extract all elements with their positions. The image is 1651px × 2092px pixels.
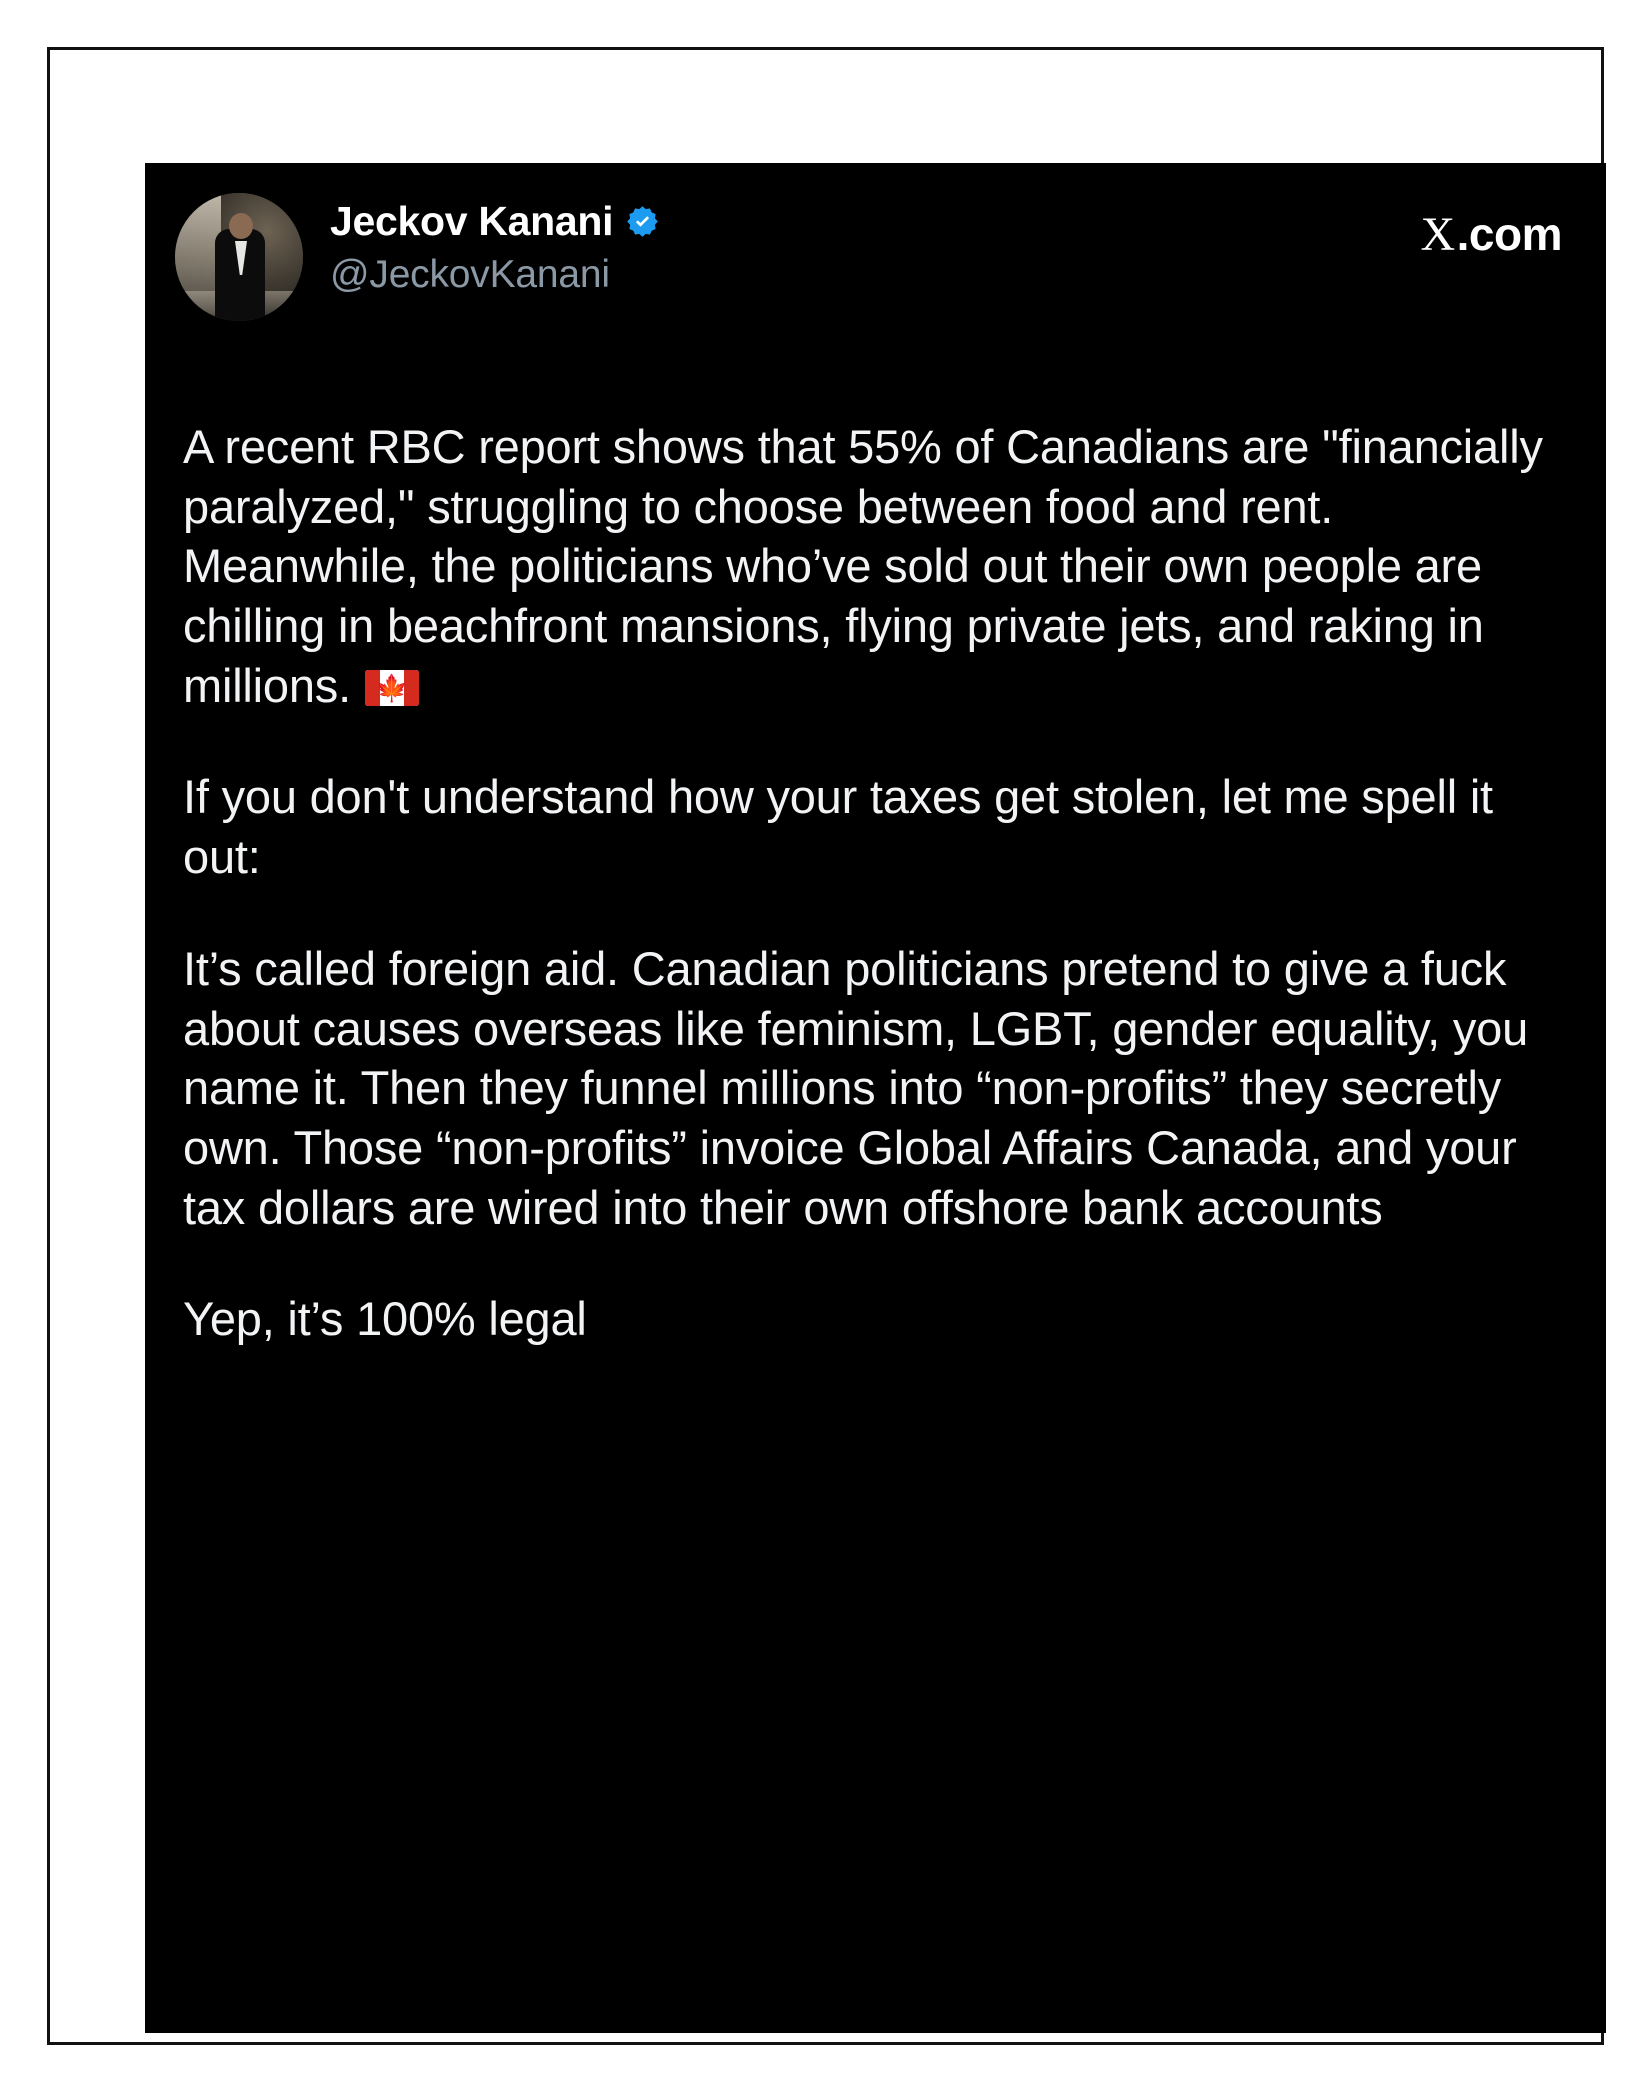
author-display-name[interactable]: Jeckov Kanani — [330, 198, 614, 244]
tweet-paragraph-1 — [183, 417, 1562, 715]
image-frame — [47, 47, 1604, 2045]
tweet-paragraph-4: Yep, it’s 100% legal — [183, 1292, 587, 1346]
avatar[interactable] — [175, 193, 303, 321]
tweet-paragraph-2: If you don't understand how your taxes get stolen, let me spell it out: — [183, 770, 1493, 884]
display-name-row — [330, 199, 660, 244]
tweet-card[interactable] — [145, 163, 1606, 2033]
tweet-header — [145, 163, 1606, 373]
tweet-text — [145, 373, 1606, 1349]
tweet-paragraph-3: It’s called foreign aid. Canadian politicians pretend to give a fuck about causes overseas like feminism, LGBT, gender equality, you name it. Then they funnel millions into “non-profits” they secretly own. Those “non-profits” invoice Global Affairs Canada, and your tax dollars are wired into their own offshore bank accounts — [183, 941, 1529, 1234]
x-com-watermark — [1420, 207, 1562, 261]
x-logo-icon: X — [1420, 208, 1455, 261]
avatar-person-head — [229, 213, 253, 239]
tweet-paragraph-1-text: A recent RBC report shows that 55% of Canadians are "financially paralyzed," struggling to choose between food and rent. Meanwhile, the politicians who’ve sold out their own people are chilling in beachfront mansions, flying private jets, and raking in millions. — [183, 420, 1543, 712]
author-handle[interactable]: @JeckovKanani — [330, 253, 610, 297]
author-name-block — [330, 199, 660, 299]
canada-flag-icon — [365, 670, 419, 706]
verified-badge-icon — [625, 204, 660, 239]
maple-leaf-icon: 🍁 — [375, 672, 409, 703]
x-domain-label: .com — [1456, 208, 1562, 260]
